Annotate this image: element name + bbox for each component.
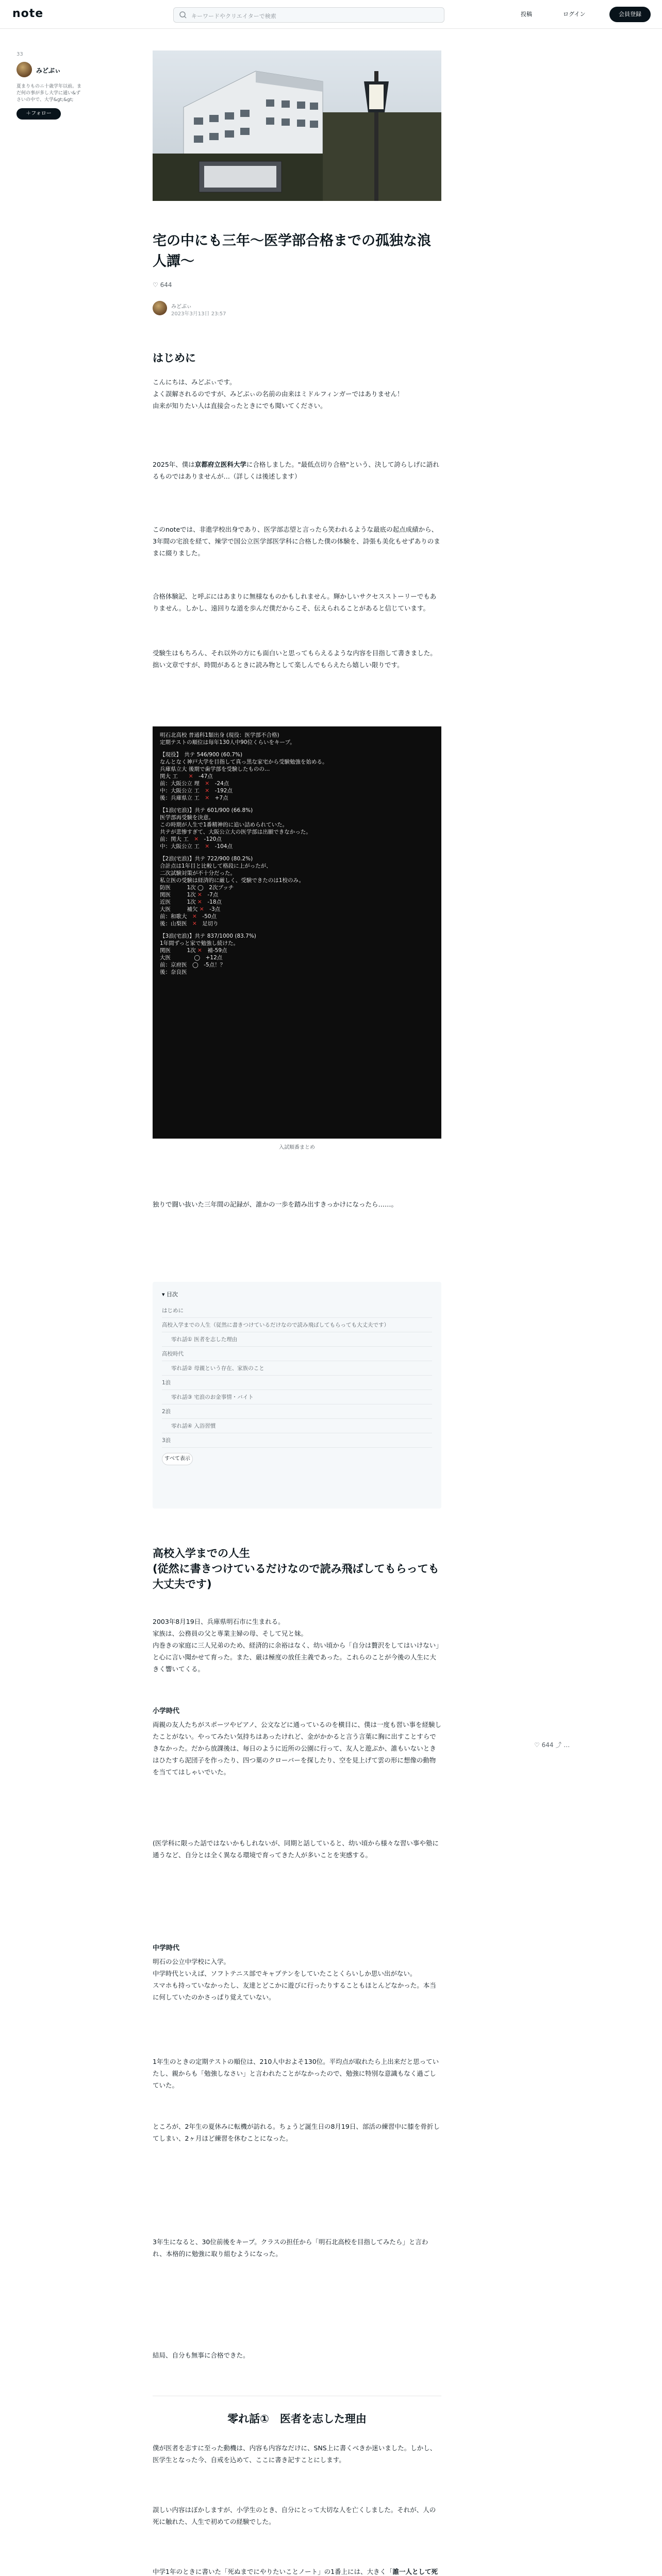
- search-icon: [179, 11, 187, 19]
- subheading-junior: 中学時代: [153, 1944, 180, 1952]
- score-line: 中：大阪公立 工 ✕ -192点: [160, 788, 233, 794]
- paragraph: [153, 376, 441, 412]
- text-span: 2025年、僕は: [153, 461, 195, 468]
- toc-item[interactable]: 3浪: [162, 1433, 432, 1448]
- paragraph-elementary-2: (医学科に限った話ではないかもしれないが、同期と話していると、幼い頃から様々な習い事や塾に通うなど、自分とは全く異なる環境で育ってきた人が多いことを実感する。: [153, 1839, 439, 1859]
- toc-heading-label: 目次: [167, 1291, 178, 1298]
- like-row[interactable]: [153, 281, 172, 292]
- more-icon[interactable]: …: [564, 1741, 570, 1749]
- score-line: 共テが悲惨すぎて、大阪公立大の医学部は出願できなかった。: [160, 829, 311, 835]
- like-count: 644: [160, 281, 172, 289]
- score-line: 前：京府医 ◯ -5点！？: [160, 962, 226, 968]
- score-line: 防医 1次 ◯ 2次ブッチ: [160, 885, 234, 891]
- paragraph-reason-2: 誤しい内容はぼかしますが、小学生のとき、自分にとって大切な人を亡くしました。それが、人の死に触れた、人生で初めての経験でした。: [153, 2506, 436, 2526]
- toc-item[interactable]: 2浪: [162, 1404, 432, 1419]
- score-gap: [160, 850, 434, 855]
- score-line: 合計点は1年目と比較して格段に上がったが、: [160, 863, 272, 869]
- score-line: 大医 補欠 ✕ -3点: [160, 906, 221, 912]
- text-line: 家族は、公務員の父と専業主婦の母、そして兄と妹。: [153, 1630, 308, 1637]
- score-line: 後：山梨医 ✕ 足切り: [160, 921, 219, 927]
- building-photo: [153, 50, 441, 201]
- score-line: 近医 1次 ✕ -18点: [160, 899, 222, 905]
- text-line: スマホも持っていなかったし、友達とどこかに遊びに行ったりすることもほとんどなかった。本当に何していたのかさっぱり覚えていない。: [153, 1981, 436, 2001]
- score-line: 後：奈良医: [160, 969, 203, 975]
- score-line: 二次試験対策が不十分だった。: [160, 870, 236, 876]
- paragraph-grade3: 3年生になると、30位前後をキープ。クラスの担任から「明石北高校を目指してみたら」と言われ、本格的に勉強に取り組むようになった。: [153, 2238, 428, 2258]
- text-line: 2003年8月19日、兵庫県明石市に生まれる。: [153, 1618, 285, 1625]
- score-line: 前：和歌大 ✕ -50点: [160, 913, 217, 920]
- avatar[interactable]: [16, 62, 32, 77]
- bold-text: 京都府立医科大学: [194, 461, 246, 468]
- toc-item[interactable]: 高校時代: [162, 1347, 432, 1361]
- paragraph-reason-3: [153, 2566, 441, 2576]
- note-logo[interactable]: note: [12, 7, 44, 20]
- score-line: 【2浪(宅浪)】共テ 722/900 (80.2%): [160, 856, 253, 862]
- author-name[interactable]: みどぶぃ: [171, 304, 192, 310]
- image-caption: 入試順番まとめ: [279, 1145, 315, 1150]
- score-line: 私立医の受験は経済的に厳しく、受験できたのは1校のみ。: [160, 877, 305, 884]
- exam-results-image: [153, 726, 441, 1139]
- score-line: 前：大阪公立 理 ✕ -24点: [160, 781, 229, 787]
- table-of-contents: [153, 1282, 441, 1509]
- profile-header[interactable]: [16, 62, 94, 78]
- paragraph-junior: [153, 1956, 441, 2003]
- toc-item[interactable]: はじめに: [162, 1303, 432, 1318]
- toc-item[interactable]: 零れ話③ 宅浪のお金事情・バイト: [162, 1390, 432, 1404]
- signup-button[interactable]: 会員登録: [609, 7, 651, 22]
- toc-item[interactable]: 1浪: [162, 1376, 432, 1390]
- text-line: よく誤解されるのですが、みどぶぃの名前の由来はミドルフィンガーではありません！: [153, 390, 404, 398]
- floating-like-count: 644: [541, 1741, 554, 1749]
- score-line: 関大 工 ✕ -47点: [160, 773, 213, 779]
- section-heading-school: 高校入学までの人生 (従然に書きつけているだけなので読み飛ばしてもらっても大丈夫です): [153, 1547, 439, 1590]
- floating-like-widget[interactable]: [534, 1740, 570, 1749]
- score-line: 前：関大 工 ✕ -120点: [160, 836, 222, 842]
- score-line: 関医 1次 ✕ 補-59点: [160, 947, 227, 954]
- score-line: 兵庫県立大 後期で歯学部を受験したものの…: [160, 766, 270, 772]
- toc-item[interactable]: 高校入学までの人生（従然に書きつけているだけなので読み飛ばしてもらっても大丈夫です）: [162, 1318, 432, 1332]
- toc-show-all-button[interactable]: すべて表示: [162, 1453, 193, 1465]
- paragraph-pass: 結局、自分も無事に合格できた。: [153, 2351, 250, 2359]
- text-line: 明石の公立中学校に入学。: [153, 1958, 230, 1965]
- paragraph-success: 合格体験記、と呼ぶにはあまりに無様なものかもしれません。輝かしいサクセスストーリーでもありません。しかし、遠回りな道を歩んだ僕だからこそ、伝えられることがあると信じています。: [153, 592, 437, 612]
- search-box[interactable]: [173, 7, 444, 23]
- score-line: 関医 1次 ✕ -7点: [160, 892, 219, 898]
- top-navigation-bar: [0, 0, 662, 29]
- text-line: 由来が知りたい人は直接会ったときにでも聞いてください。: [153, 402, 327, 410]
- toc-item[interactable]: 零れ話④ 入浴習慣: [162, 1419, 432, 1433]
- profile-top-label: 33: [16, 52, 23, 57]
- text-line: 内巻きの家庭に三人兄弟のため、経済的に余裕はなく、幼い頃から「自分は贅沢をしてはいけない」と心に言い聞かせて育った。また、厳は極度の放任主義であった。これらのことが今後の人生に大きく響いてくる。: [153, 1641, 439, 1673]
- text-span: 中学1年のときに書いた「死ぬまでにやりたいことノート」の1番上には、大きく「: [153, 2568, 393, 2575]
- follow-button[interactable]: ＋フォロー: [16, 108, 61, 120]
- bold-text: 誰一人として死: [392, 2568, 438, 2575]
- section-heading-reason: 零れ話① 医者を志した理由: [227, 2413, 367, 2425]
- score-line: なんとなく神戸大学を目指して真っ黒な家宅から受験勉強を始める。: [160, 759, 328, 765]
- toc-item[interactable]: 零れ話② 母親という存在、家族のこと: [162, 1361, 432, 1376]
- follow-label: フォロー: [31, 111, 52, 116]
- heart-icon[interactable]: ♡: [153, 281, 158, 289]
- paragraph-birth: [153, 1616, 441, 1675]
- section-heading-intro: はじめに: [153, 352, 196, 364]
- score-gap: [160, 802, 434, 807]
- post-button[interactable]: 投稿: [521, 11, 532, 18]
- profile-name[interactable]: みどぶぃ: [36, 67, 61, 74]
- paragraph-exam: 受験生はもちろん、それ以外の方にも面白いと思ってもらえるような内容を目指して書きました。拙い文章ですが、時間があるときに読み物として楽しんでもらえたら嬉しい限りです。: [153, 649, 437, 669]
- score-gap: [160, 927, 434, 933]
- text-line: こんにちは、みどぶぃです。: [153, 378, 236, 386]
- heart-icon[interactable]: ♡: [534, 1741, 540, 1749]
- search-placeholder: キーワードやクリエイターで検索: [191, 13, 276, 20]
- toc-item[interactable]: 零れ話① 医者を志した理由: [162, 1332, 432, 1347]
- paragraph-reason-1: 僕が医者を志すに至った動機は、内容も内容なだけに、SNS上に書くべきか迷いました。しかし、医学生となった今、自戒を込めて、ここに書き記すことにします。: [153, 2444, 437, 2464]
- toc-heading: ▾ 目次: [162, 1291, 178, 1298]
- login-button[interactable]: ログイン: [563, 11, 586, 18]
- author-profile-sidebar: [16, 52, 94, 116]
- text-span: に合格しました。"最低点切り合格"という、決して誇らしげに語れるものではありませんが…（詳しくは後述します）: [153, 461, 439, 480]
- article-title: 宅の中にも三年〜医学部合格までの孤独な浪人譚〜: [153, 233, 431, 269]
- paragraph-turn: ところが、2年生の夏休みに転機が訪れる。ちょうど誕生日の8月19日、部活の練習中に膝を骨折してしまい、2ヶ月ほど練習を休むことになった。: [153, 2123, 440, 2142]
- score-line: 1年間ずっと家で勉強し続けた。: [160, 940, 239, 946]
- score-line: 【3浪(宅浪)】共テ 837/1000 (83.7%): [160, 933, 256, 939]
- hero-image: [153, 50, 441, 201]
- paragraph-after: 独りで闘い抜いた三年間の記録が、誰かの一歩を踏み出すきっかけになったら……。: [153, 1200, 398, 1208]
- paragraph-elementary: 両親の友人たちがスポーツやピアノ、公文などに通っているのを横目に、僕は一度も習い事を経験したことがない。やってみたい気持ちはあったけれど、金がかかると言う言葉に胸に出すことすらできなかった。だから放課後は、毎日のように近所の公園に行って、友人と遊ぶか、誰もいないときはひたすら泥団子を作ったり、四つ葉のクローバーを探したり、空を見上げて雲の形に想像の動物を当ててはしゃいでいた。: [153, 1721, 442, 1776]
- share-icon[interactable]: ⤴: [555, 1741, 562, 1749]
- profile-bio: 夏まりものニ十歳学年以前。まだ何の事が多し大学に通い&ずさいの中で、大学&gt;&gt;: [16, 84, 82, 103]
- score-line: 【現役】 共テ 546/900 (60.7%): [160, 752, 243, 758]
- author-avatar[interactable]: [153, 301, 167, 315]
- publish-date: 2023年3月13日 23:57: [171, 311, 226, 317]
- text-line: 中学時代といえば、ソフトテニス部でキャプテンをしていたことくらいしか思い出がない。: [153, 1970, 417, 1977]
- score-line: この時期が人生で1番精神的に追い詰められていた。: [160, 822, 288, 828]
- score-line: 明石北高校 普通科1類出身 (現役：医学部不合格): [160, 732, 279, 738]
- score-gap: [160, 746, 434, 751]
- subheading-elementary: 小学時代: [153, 1707, 180, 1715]
- score-line: 【1浪(宅浪)】共テ 601/900 (66.8%): [160, 807, 253, 814]
- score-line: 大医 ◯ +12点: [160, 955, 223, 961]
- score-line: 後：兵庫県立 工 ✕ +7点: [160, 795, 228, 801]
- score-line: 定期テストの順位は毎年130人中90位くらいをキープ。: [160, 739, 295, 745]
- paragraph-grades: 1年生のときの定期テストの順位は、210人中およそ130位。平均点が取れたら上出来だと思っていたし、親からも「勉強しなさい」と言われたことがなかったので、勉強に特別な意識もなく過ごしていた。: [153, 2058, 439, 2089]
- score-line: 医学部再受験を決意。: [160, 815, 214, 821]
- paragraph-2025: [153, 459, 441, 482]
- paragraph-note: このnoteでは、非進学校出身であり、医学部志望と言ったら笑われるような最底の起点成績から、3年間の宅浪を経て、辣学で国公立医学部医学科に合格した僕の体験を、詩張も美化もせずありのままに綴りました。: [153, 526, 440, 557]
- score-line: 中：大阪公立 工 ✕ -104点: [160, 843, 233, 850]
